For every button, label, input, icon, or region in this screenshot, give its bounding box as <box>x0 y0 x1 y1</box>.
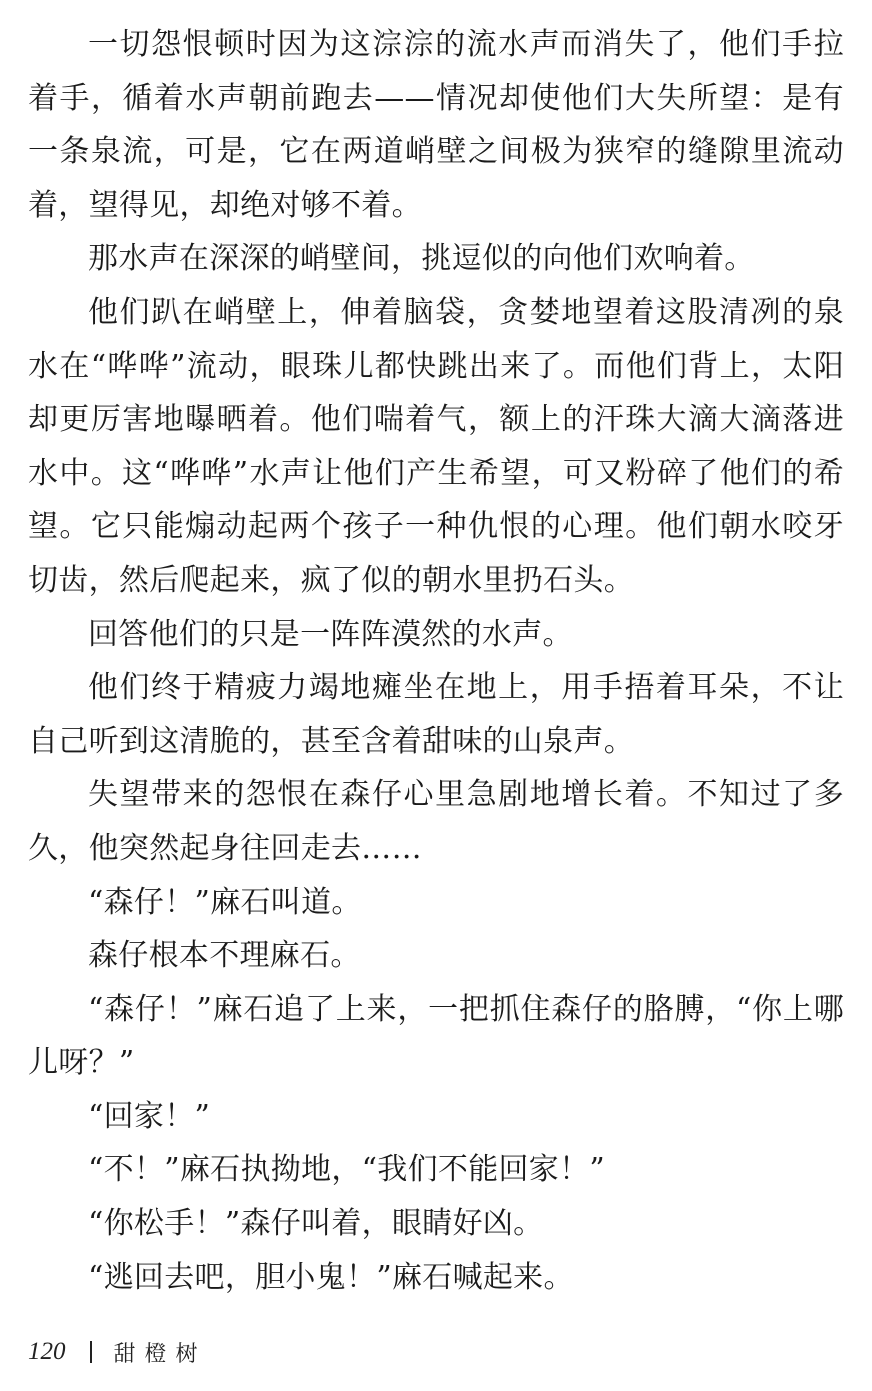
paragraph: 他们趴在峭壁上，伸着脑袋，贪婪地望着这股清冽的泉水在“哗哗”流动，眼珠儿都快跳出来了。而他们背上，太阳却更厉害地曝晒着。他们喘着气，额上的汗珠大滴大滴落进水中。这“哗哗”水声让他们产生希望，可又粉碎了他们的希望。它只能煽动起两个孩子一种仇恨的心理。他们朝水咬牙切齿，然后爬起来，疯了似的朝水里扔石头。 <box>28 294 844 598</box>
paragraph: “不！”麻石执拗地，“我们不能回家！” <box>88 1152 606 1188</box>
paragraph: 一切怨恨顿时因为这淙淙的流水声而消失了，他们手拉着手，循着水声朝前跑去——情况却使他们大失所望：是有一条泉流，可是，它在两道峭壁之间极为狭窄的缝隙里流动着，望得见，却绝对够不着。 <box>28 27 844 223</box>
paragraph: 他们终于精疲力竭地瘫坐在地上，用手捂着耳朵，不让自己听到这清脆的，甚至含着甜味的山泉声。 <box>28 670 844 759</box>
body-text <box>28 18 844 1304</box>
paragraph: “逃回去吧，胆小鬼！”麻石喊起来。 <box>88 1259 574 1295</box>
paragraph: “你松手！”森仔叫着，眼睛好凶。 <box>88 1206 544 1242</box>
paragraph: 那水声在深深的峭壁间，挑逗似的向他们欢响着。 <box>88 241 755 277</box>
paragraph: “回家！” <box>88 1098 211 1134</box>
running-title: 甜橙树 <box>113 1341 207 1367</box>
paragraph: “森仔！”麻石叫道。 <box>88 884 362 920</box>
paragraph: 森仔根本不理麻石。 <box>88 938 361 974</box>
paragraph: 回答他们的只是一阵阵漠然的水声。 <box>88 616 573 652</box>
paragraph: 失望带来的怨恨在森仔心里急剧地增长着。不知过了多久，他突然起身往回走去…… <box>28 777 844 866</box>
page-footer <box>28 1332 207 1372</box>
footer-divider <box>90 1341 92 1363</box>
paragraph: “森仔！”麻石追了上来，一把抓住森仔的胳膊，“你上哪儿呀？” <box>28 991 844 1081</box>
page-number: 120 <box>28 1338 66 1365</box>
